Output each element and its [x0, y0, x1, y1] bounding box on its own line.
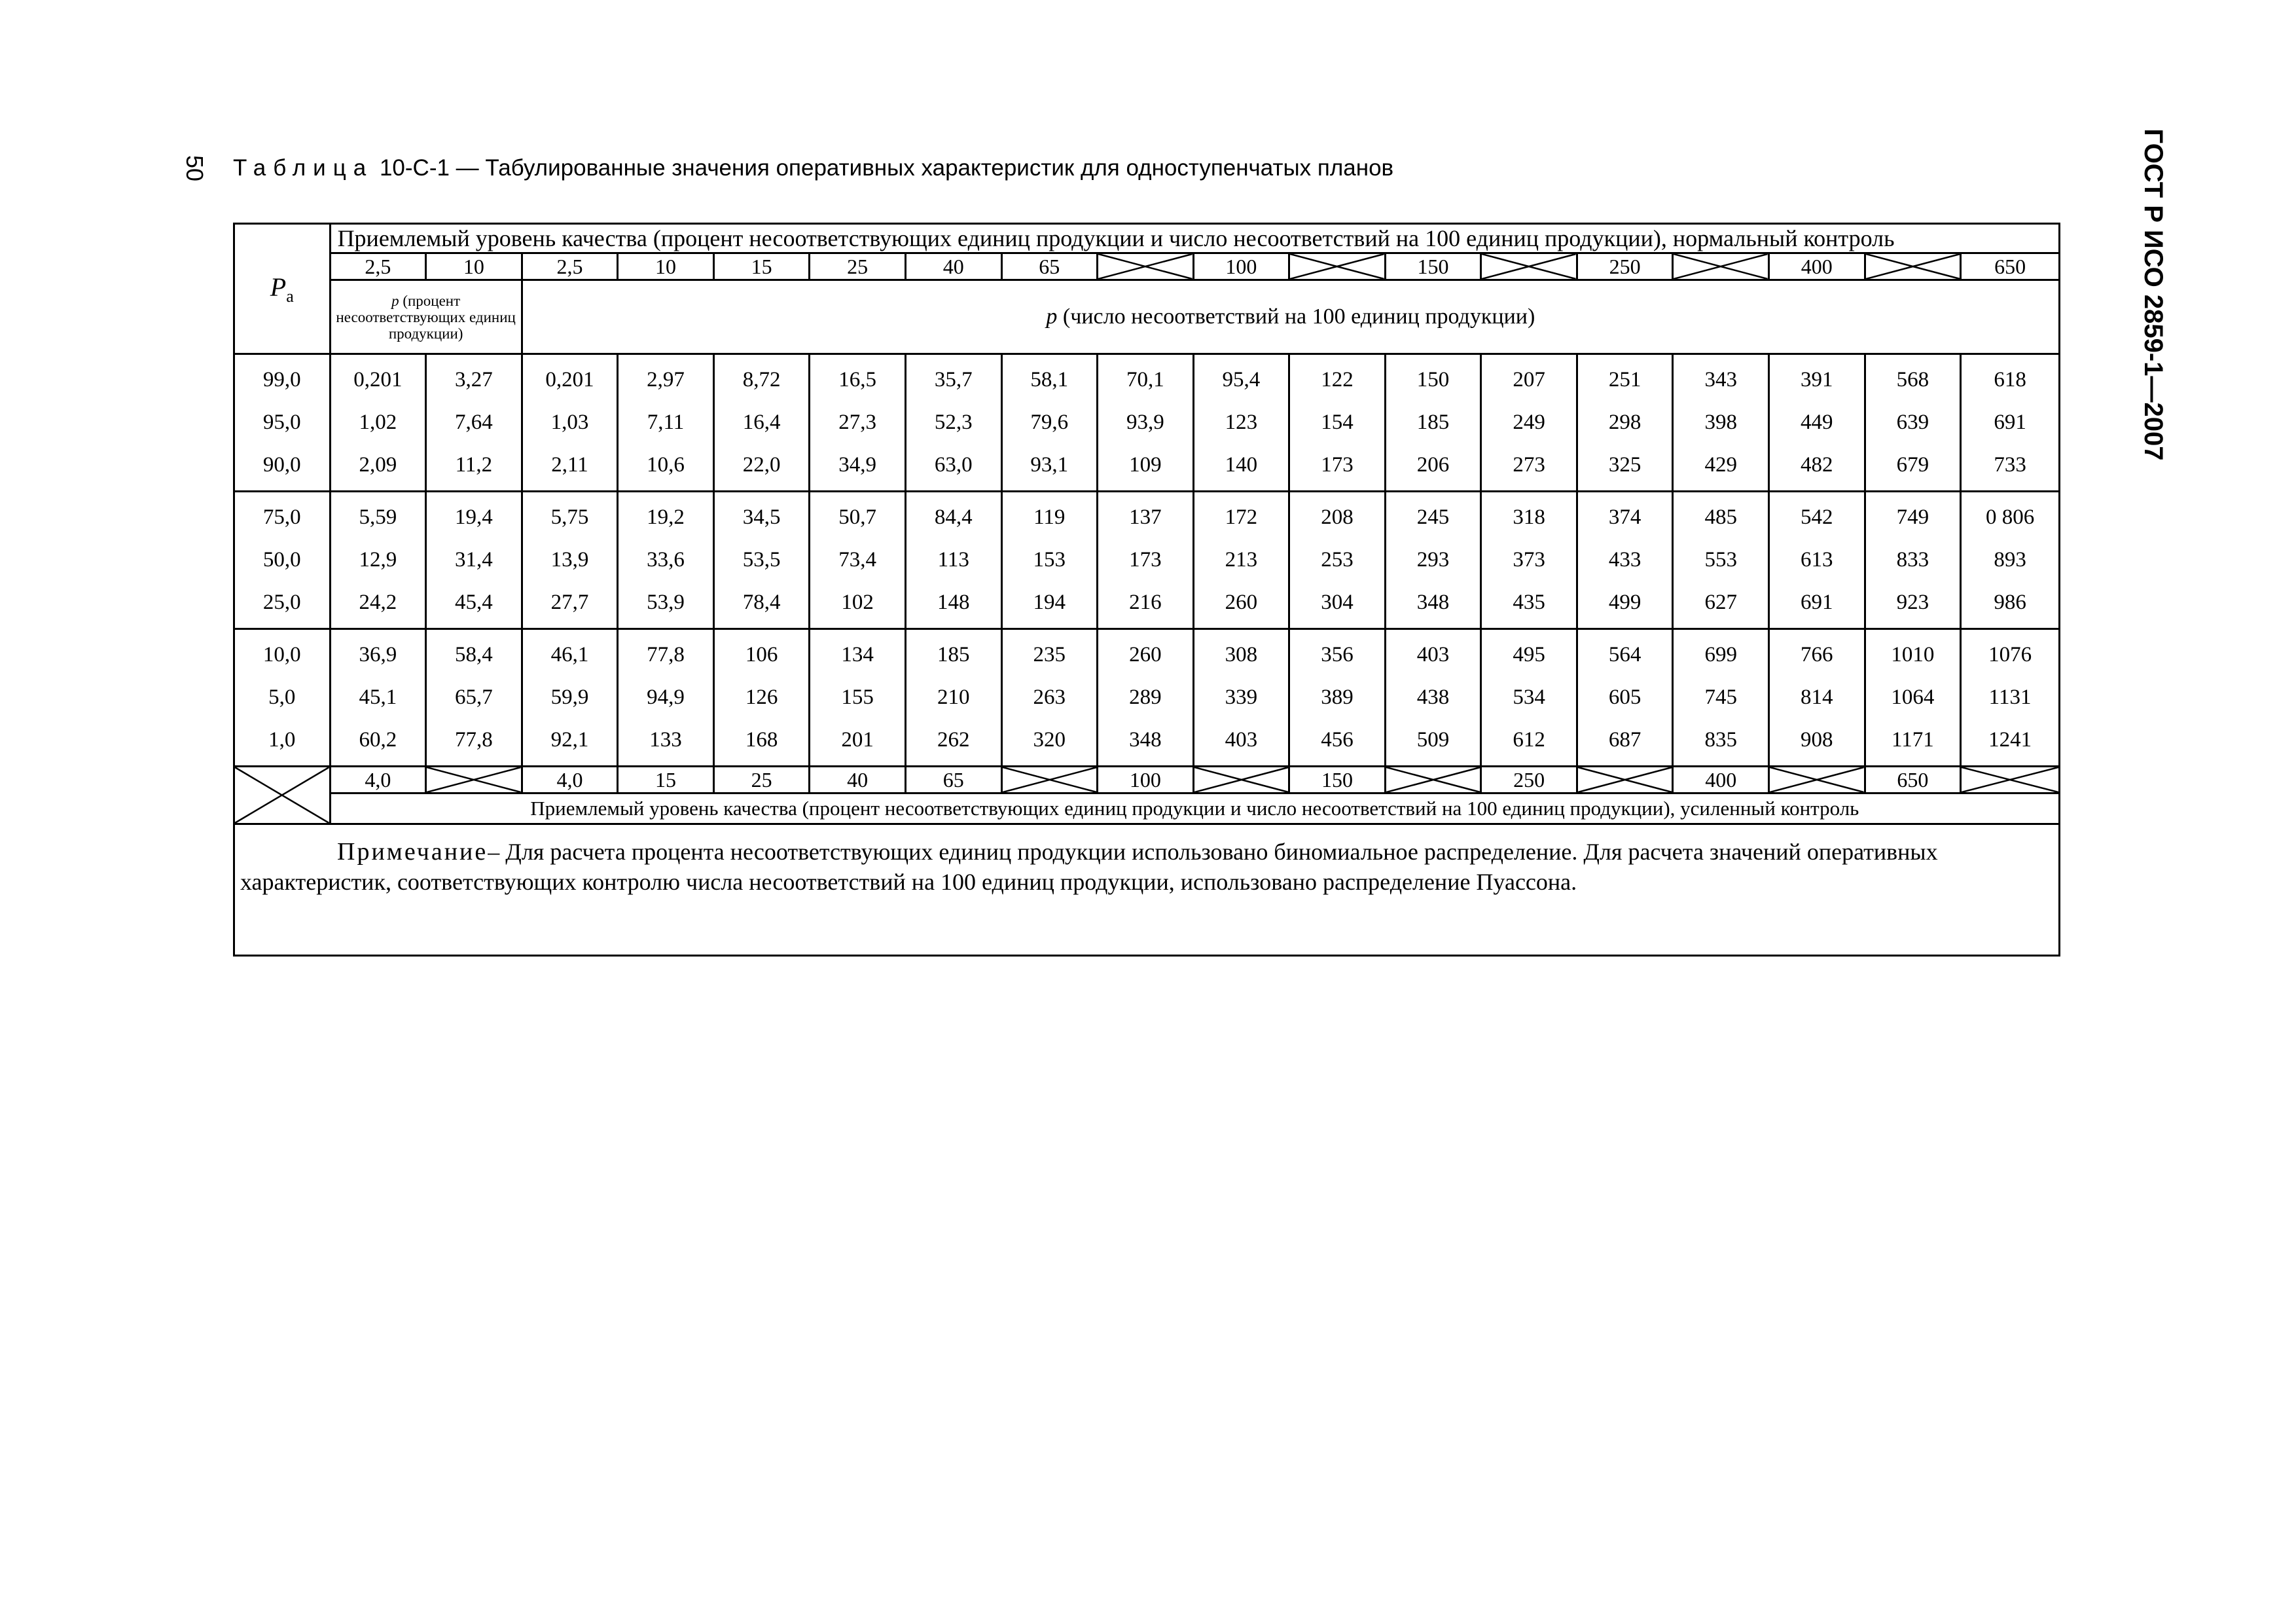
- value-cell: 308: [1193, 629, 1289, 677]
- value-cell: 19,4: [426, 492, 522, 539]
- footer-corner-cell: [234, 767, 331, 824]
- value-cell: 84,4: [905, 492, 1001, 539]
- document-code: ГОСТ Р ИСО 2859-1—2007: [2139, 128, 2168, 461]
- table-row: [234, 492, 2060, 539]
- value-cell: 78,4: [713, 581, 810, 629]
- value-cell: 154: [1289, 401, 1386, 444]
- pa-value-cell: 50,0: [234, 539, 331, 581]
- value-cell: 45,4: [426, 581, 522, 629]
- tightened-aql-cell: 4,0: [522, 767, 618, 793]
- value-cell: 745: [1673, 676, 1769, 719]
- value-cell: 435: [1481, 581, 1577, 629]
- normal-inspection-header: Приемлемый уровень качества (процент несоответствующих единиц продукции и число несоответствий на 100 единиц продукции), нормальный контроль: [330, 224, 2059, 253]
- not-applicable-cross-icon: [427, 767, 521, 792]
- normal-aql-cell: 250: [1577, 253, 1673, 280]
- normal-aql-cell: 65: [1001, 253, 1098, 280]
- normal-aql-cell: 15: [713, 253, 810, 280]
- value-cell: 93,9: [1098, 401, 1194, 444]
- value-cell: 63,0: [905, 444, 1001, 492]
- pa-value-cell: 75,0: [234, 492, 331, 539]
- value-cell: 1171: [1865, 719, 1961, 767]
- value-cell: 835: [1673, 719, 1769, 767]
- value-cell: 213: [1193, 539, 1289, 581]
- value-cell: 50,7: [810, 492, 906, 539]
- value-cell: 13,9: [522, 539, 618, 581]
- value-cell: 348: [1098, 719, 1194, 767]
- value-cell: 356: [1289, 629, 1386, 677]
- value-cell: 373: [1481, 539, 1577, 581]
- table-row: [234, 539, 2060, 581]
- value-cell: 208: [1289, 492, 1386, 539]
- value-cell: 10,6: [618, 444, 714, 492]
- value-cell: 325: [1577, 444, 1673, 492]
- table-title-text: 10-С-1 — Табулированные значения оперативных характеристик для одноступенчатых планов: [379, 155, 1394, 181]
- value-cell: 2,11: [522, 444, 618, 492]
- value-cell: 11,2: [426, 444, 522, 492]
- value-cell: 564: [1577, 629, 1673, 677]
- table-row: [234, 629, 2060, 677]
- value-cell: 31,4: [426, 539, 522, 581]
- value-cell: 58,4: [426, 629, 522, 677]
- value-cell: 77,8: [618, 629, 714, 677]
- tightened-aql-cell: 150: [1289, 767, 1386, 793]
- value-cell: 553: [1673, 539, 1769, 581]
- value-cell: 172: [1193, 492, 1289, 539]
- pa-column-header: $P_a$: [234, 224, 331, 354]
- value-cell: 495: [1481, 629, 1577, 677]
- value-cell: 94,9: [618, 676, 714, 719]
- value-cell: 5,75: [522, 492, 618, 539]
- tightened-aql-cell: 100: [1098, 767, 1194, 793]
- value-cell: 245: [1385, 492, 1481, 539]
- not-applicable-cross-icon: [1482, 254, 1576, 279]
- value-cell: 293: [1385, 539, 1481, 581]
- value-cell: 173: [1289, 444, 1386, 492]
- value-cell: 260: [1193, 581, 1289, 629]
- value-cell: 52,3: [905, 401, 1001, 444]
- value-cell: 1,02: [330, 401, 426, 444]
- normal-aql-empty-cell: [1673, 253, 1769, 280]
- value-cell: 627: [1673, 581, 1769, 629]
- normal-aql-cell: 100: [1193, 253, 1289, 280]
- value-cell: 16,5: [810, 354, 906, 402]
- tightened-aql-empty-cell: [1001, 767, 1098, 793]
- value-cell: 122: [1289, 354, 1386, 402]
- normal-aql-empty-cell: [1865, 253, 1961, 280]
- value-cell: 5,59: [330, 492, 426, 539]
- value-cell: 986: [1961, 581, 2060, 629]
- pa-value-cell: 95,0: [234, 401, 331, 444]
- value-cell: 210: [905, 676, 1001, 719]
- pa-value-cell: 1,0: [234, 719, 331, 767]
- nonconformities-per-100-unit-header: p (число несоответствий на 100 единиц продукции): [522, 280, 2059, 354]
- tightened-aql-row: [234, 767, 2060, 793]
- value-cell: 207: [1481, 354, 1577, 402]
- value-cell: 0 806: [1961, 492, 2060, 539]
- value-cell: 509: [1385, 719, 1481, 767]
- value-cell: 398: [1673, 401, 1769, 444]
- value-cell: 733: [1961, 444, 2060, 492]
- value-cell: 153: [1001, 539, 1098, 581]
- tightened-aql-empty-cell: [1961, 767, 2060, 793]
- value-cell: 140: [1193, 444, 1289, 492]
- value-cell: 0,201: [522, 354, 618, 402]
- value-cell: 65,7: [426, 676, 522, 719]
- value-cell: 691: [1961, 401, 2060, 444]
- value-cell: 92,1: [522, 719, 618, 767]
- value-cell: 46,1: [522, 629, 618, 677]
- value-cell: 908: [1769, 719, 1865, 767]
- value-cell: 194: [1001, 581, 1098, 629]
- normal-aql-cell: 10: [426, 253, 522, 280]
- value-cell: 79,6: [1001, 401, 1098, 444]
- value-cell: 482: [1769, 444, 1865, 492]
- value-cell: 289: [1098, 676, 1194, 719]
- tightened-aql-empty-cell: [1577, 767, 1673, 793]
- tightened-aql-cell: 650: [1865, 767, 1961, 793]
- value-cell: 1131: [1961, 676, 2060, 719]
- value-cell: 534: [1481, 676, 1577, 719]
- not-applicable-cross-icon: [1578, 767, 1672, 792]
- table-row: [234, 401, 2060, 444]
- normal-aql-empty-cell: [1289, 253, 1386, 280]
- value-cell: 2,09: [330, 444, 426, 492]
- value-cell: 60,2: [330, 719, 426, 767]
- value-cell: 134: [810, 629, 906, 677]
- value-cell: 123: [1193, 401, 1289, 444]
- note-label: Примечание: [337, 838, 488, 866]
- value-cell: 1076: [1961, 629, 2060, 677]
- value-cell: 58,1: [1001, 354, 1098, 402]
- normal-aql-cell: 150: [1385, 253, 1481, 280]
- value-cell: 389: [1289, 676, 1386, 719]
- tightened-aql-empty-cell: [1385, 767, 1481, 793]
- value-cell: 262: [905, 719, 1001, 767]
- value-cell: 36,9: [330, 629, 426, 677]
- value-cell: 542: [1769, 492, 1865, 539]
- table-row: [234, 354, 2060, 402]
- value-cell: 318: [1481, 492, 1577, 539]
- value-cell: 201: [810, 719, 906, 767]
- value-cell: 923: [1865, 581, 1961, 629]
- note-text: – Для расчета процента несоответствующих единиц продукции использовано биномиальное распределение. Для расчета значений оперативных характеристик, соответствующих контролю числа несоответствий на 100 единиц продукции, использовано распределение Пуассона.: [240, 839, 1938, 895]
- value-cell: 691: [1769, 581, 1865, 629]
- value-cell: 7,64: [426, 401, 522, 444]
- normal-aql-cell: 2,5: [522, 253, 618, 280]
- value-cell: 251: [1577, 354, 1673, 402]
- value-cell: 304: [1289, 581, 1386, 629]
- tightened-aql-cell: 4,0: [330, 767, 426, 793]
- value-cell: 1,03: [522, 401, 618, 444]
- value-cell: 119: [1001, 492, 1098, 539]
- value-cell: 34,5: [713, 492, 810, 539]
- normal-aql-cell: 400: [1769, 253, 1865, 280]
- not-applicable-cross-icon: [1866, 254, 1960, 279]
- value-cell: 618: [1961, 354, 2060, 402]
- value-cell: 53,9: [618, 581, 714, 629]
- value-cell: 19,2: [618, 492, 714, 539]
- value-cell: 679: [1865, 444, 1961, 492]
- value-cell: 687: [1577, 719, 1673, 767]
- tightened-aql-cell: 65: [905, 767, 1001, 793]
- value-cell: 1010: [1865, 629, 1961, 677]
- value-cell: 109: [1098, 444, 1194, 492]
- value-cell: 374: [1577, 492, 1673, 539]
- value-cell: 35,7: [905, 354, 1001, 402]
- normal-aql-cell: 25: [810, 253, 906, 280]
- value-cell: 77,8: [426, 719, 522, 767]
- value-cell: 260: [1098, 629, 1194, 677]
- tightened-aql-cell: 250: [1481, 767, 1577, 793]
- value-cell: 137: [1098, 492, 1194, 539]
- value-cell: 150: [1385, 354, 1481, 402]
- value-cell: 343: [1673, 354, 1769, 402]
- value-cell: 155: [810, 676, 906, 719]
- value-cell: 27,3: [810, 401, 906, 444]
- not-applicable-cross-icon: [1194, 767, 1289, 792]
- value-cell: 749: [1865, 492, 1961, 539]
- value-cell: 185: [1385, 401, 1481, 444]
- value-cell: 253: [1289, 539, 1386, 581]
- value-cell: 429: [1673, 444, 1769, 492]
- table-row: [234, 676, 2060, 719]
- normal-aql-row: [234, 253, 2060, 280]
- oc-values-table: [233, 223, 2060, 957]
- value-cell: 148: [905, 581, 1001, 629]
- value-cell: 348: [1385, 581, 1481, 629]
- value-cell: 185: [905, 629, 1001, 677]
- tightened-inspection-footer: Приемлемый уровень качества (процент несоответствующих единиц продукции и число несоответствий на 100 единиц продукции), усиленный контроль: [330, 793, 2059, 824]
- tightened-aql-cell: 25: [713, 767, 810, 793]
- value-cell: 133: [618, 719, 714, 767]
- value-cell: 605: [1577, 676, 1673, 719]
- pa-value-cell: 25,0: [234, 581, 331, 629]
- value-cell: 16,4: [713, 401, 810, 444]
- tightened-aql-cell: 400: [1673, 767, 1769, 793]
- value-cell: 403: [1385, 629, 1481, 677]
- not-applicable-cross-icon: [1290, 254, 1384, 279]
- value-cell: 93,1: [1001, 444, 1098, 492]
- value-cell: 45,1: [330, 676, 426, 719]
- normal-aql-cell: 2,5: [330, 253, 426, 280]
- value-cell: 73,4: [810, 539, 906, 581]
- value-cell: 298: [1577, 401, 1673, 444]
- normal-aql-empty-cell: [1481, 253, 1577, 280]
- table-title: [233, 152, 1393, 185]
- value-cell: 449: [1769, 401, 1865, 444]
- value-cell: 113: [905, 539, 1001, 581]
- pa-value-cell: 5,0: [234, 676, 331, 719]
- tightened-aql-empty-cell: [1769, 767, 1865, 793]
- not-applicable-cross-icon: [1003, 767, 1097, 792]
- normal-aql-empty-cell: [1098, 253, 1194, 280]
- pa-value-cell: 90,0: [234, 444, 331, 492]
- not-applicable-cross-icon: [1674, 254, 1768, 279]
- value-cell: 612: [1481, 719, 1577, 767]
- pa-value-cell: 99,0: [234, 354, 331, 402]
- tightened-aql-empty-cell: [426, 767, 522, 793]
- value-cell: 206: [1385, 444, 1481, 492]
- value-cell: 766: [1769, 629, 1865, 677]
- tightened-aql-cell: 15: [618, 767, 714, 793]
- value-cell: 438: [1385, 676, 1481, 719]
- value-cell: 339: [1193, 676, 1289, 719]
- not-applicable-cross-icon: [1962, 767, 2058, 792]
- value-cell: 433: [1577, 539, 1673, 581]
- value-cell: 34,9: [810, 444, 906, 492]
- value-cell: 273: [1481, 444, 1577, 492]
- not-applicable-cross-icon: [1098, 254, 1193, 279]
- tightened-aql-empty-cell: [1193, 767, 1289, 793]
- pa-value-cell: 10,0: [234, 629, 331, 677]
- value-cell: 7,11: [618, 401, 714, 444]
- normal-aql-cell: 650: [1961, 253, 2060, 280]
- table-row: [234, 444, 2060, 492]
- normal-aql-cell: 10: [618, 253, 714, 280]
- value-cell: 53,5: [713, 539, 810, 581]
- value-cell: 249: [1481, 401, 1577, 444]
- value-cell: 320: [1001, 719, 1098, 767]
- value-cell: 568: [1865, 354, 1961, 402]
- value-cell: 0,201: [330, 354, 426, 402]
- value-cell: 8,72: [713, 354, 810, 402]
- page-number: 50: [181, 155, 208, 182]
- value-cell: 2,97: [618, 354, 714, 402]
- value-cell: 59,9: [522, 676, 618, 719]
- value-cell: 639: [1865, 401, 1961, 444]
- value-cell: 216: [1098, 581, 1194, 629]
- not-applicable-cross-icon: [1770, 767, 1864, 792]
- table-row: [234, 719, 2060, 767]
- value-cell: 613: [1769, 539, 1865, 581]
- value-cell: 403: [1193, 719, 1289, 767]
- value-cell: 33,6: [618, 539, 714, 581]
- value-cell: 3,27: [426, 354, 522, 402]
- value-cell: 235: [1001, 629, 1098, 677]
- value-cell: 499: [1577, 581, 1673, 629]
- value-cell: 22,0: [713, 444, 810, 492]
- percent-nonconforming-unit-header: p (процент несоответствующих единиц продукции): [330, 280, 522, 354]
- not-applicable-cross-icon: [1386, 767, 1480, 792]
- value-cell: 106: [713, 629, 810, 677]
- value-cell: 95,4: [1193, 354, 1289, 402]
- not-applicable-cross-icon: [235, 767, 329, 823]
- value-cell: 24,2: [330, 581, 426, 629]
- value-cell: 893: [1961, 539, 2060, 581]
- value-cell: 485: [1673, 492, 1769, 539]
- value-cell: 27,7: [522, 581, 618, 629]
- value-cell: 168: [713, 719, 810, 767]
- tightened-aql-cell: 40: [810, 767, 906, 793]
- value-cell: 391: [1769, 354, 1865, 402]
- value-cell: 70,1: [1098, 354, 1194, 402]
- value-cell: 1064: [1865, 676, 1961, 719]
- value-cell: 1241: [1961, 719, 2060, 767]
- value-cell: 833: [1865, 539, 1961, 581]
- table-row: [234, 581, 2060, 629]
- table-title-label: Таблица: [233, 155, 374, 181]
- value-cell: 173: [1098, 539, 1194, 581]
- value-cell: 126: [713, 676, 810, 719]
- value-cell: 456: [1289, 719, 1386, 767]
- value-cell: 699: [1673, 629, 1769, 677]
- normal-aql-cell: 40: [905, 253, 1001, 280]
- value-cell: 263: [1001, 676, 1098, 719]
- value-cell: 814: [1769, 676, 1865, 719]
- value-cell: 12,9: [330, 539, 426, 581]
- value-cell: 102: [810, 581, 906, 629]
- table-note: [234, 824, 2060, 956]
